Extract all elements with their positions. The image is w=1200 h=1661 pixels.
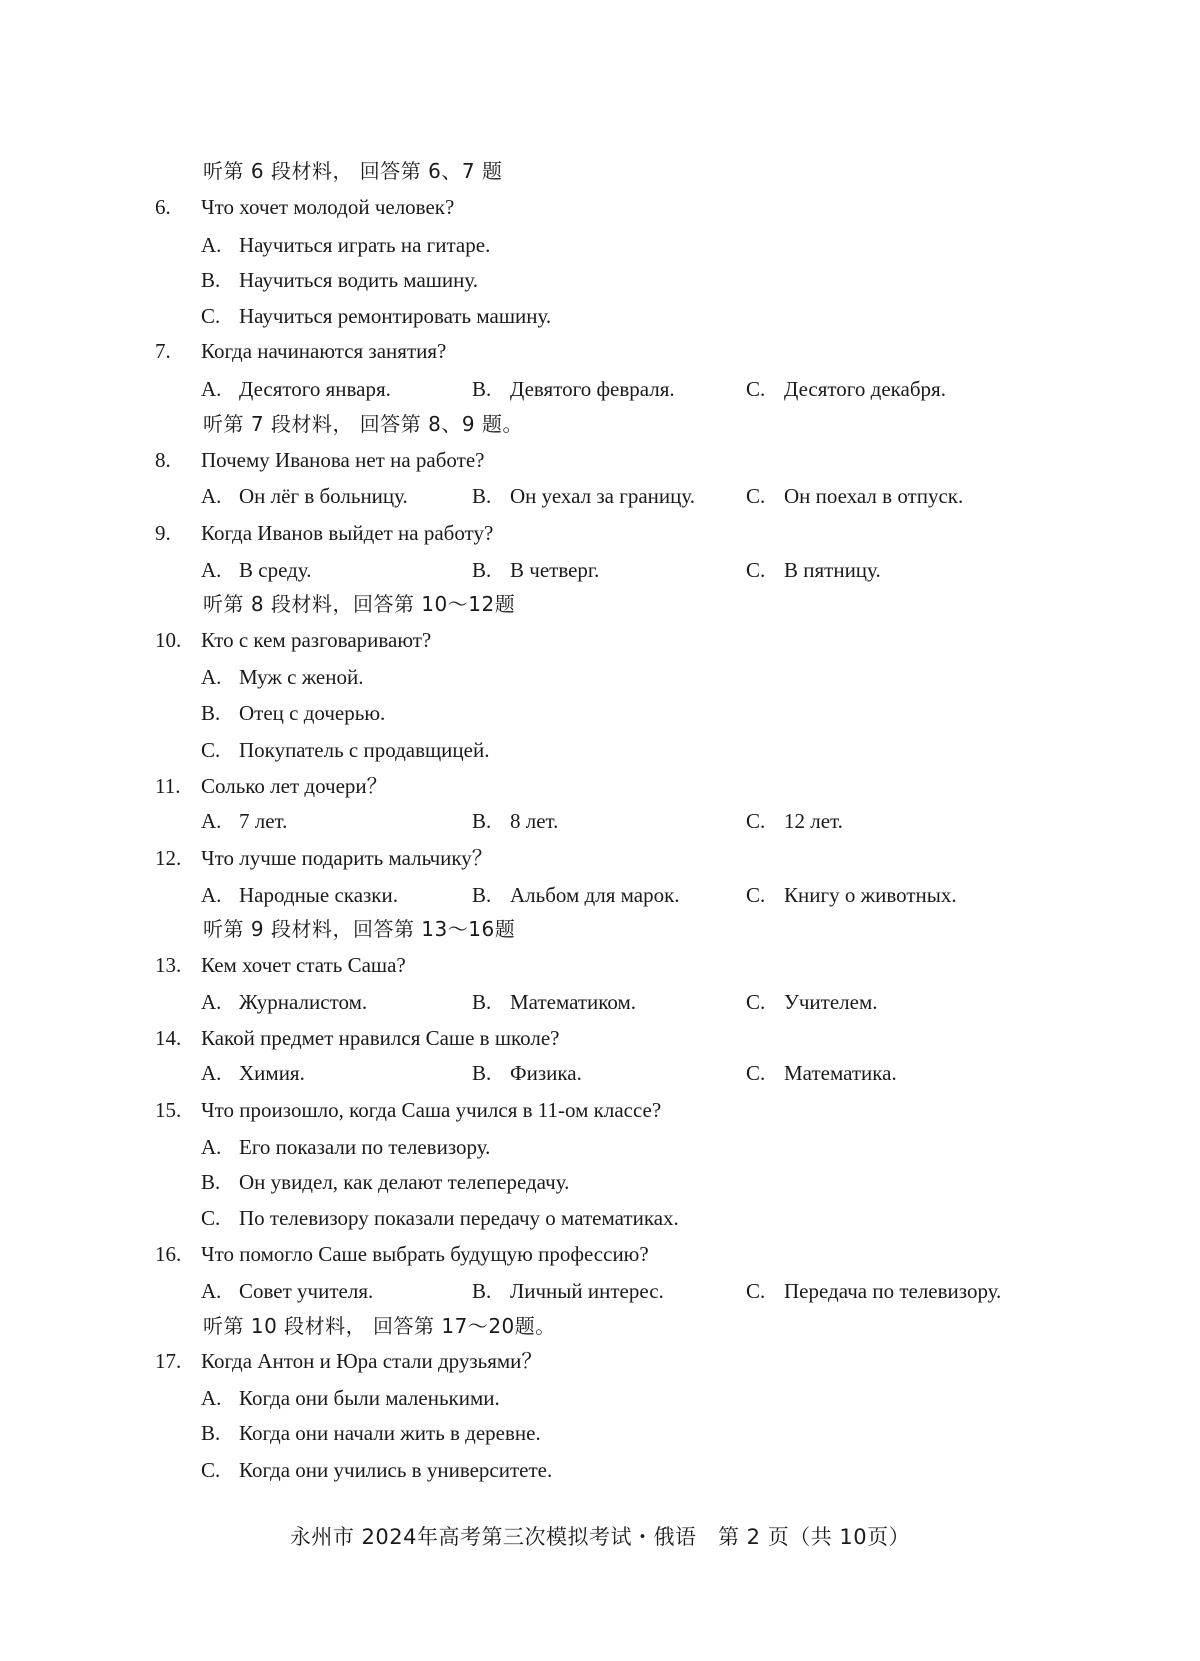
option-row <box>0 1203 1200 1233</box>
option-letter: A. <box>201 1386 222 1410</box>
question-number: 8. <box>155 448 171 472</box>
question-number: 12. <box>155 846 182 870</box>
option-text: Научиться играть на гитаре. <box>239 233 491 257</box>
option-row <box>0 1383 1200 1413</box>
question-text: Что помогло Саше выбрать будущую профессию? <box>201 1242 649 1266</box>
question-number: 7. <box>155 339 171 363</box>
option <box>201 735 489 765</box>
section-label: 听第 7 段材料， 回答第 8、9 题。 <box>203 412 523 436</box>
option-letter: A. <box>201 809 222 833</box>
option <box>201 987 367 1017</box>
option-text: Передача по телевизору. <box>784 1279 1002 1303</box>
option-letter: B. <box>472 377 492 401</box>
option-text: Он поехал в отпуск. <box>784 484 964 508</box>
option <box>472 987 636 1017</box>
question-row <box>0 1239 1200 1269</box>
question-row <box>0 445 1200 475</box>
question-number: 17. <box>155 1349 182 1373</box>
option-text: Когда они были маленькими. <box>239 1386 500 1410</box>
question-row <box>0 1346 1200 1376</box>
option-row <box>0 1455 1200 1485</box>
option-letter: A. <box>201 558 222 582</box>
option <box>201 1455 552 1485</box>
option <box>201 880 398 910</box>
option-text: Десятого января. <box>239 377 391 401</box>
option-letter: C. <box>746 1279 766 1303</box>
question-number: 14. <box>155 1026 182 1050</box>
option-letter: B. <box>201 1421 221 1445</box>
option-text: Народные сказки. <box>239 883 398 907</box>
section-header <box>0 1311 1200 1341</box>
option <box>201 1383 500 1413</box>
option-text: Он лёг в больницу. <box>239 484 408 508</box>
option-row <box>0 662 1200 692</box>
question-text: Когда Иванов выйдет на работу? <box>201 521 494 545</box>
option-letter: A. <box>201 1135 222 1159</box>
option-text: Математика. <box>784 1061 897 1085</box>
option-row <box>0 481 1200 511</box>
section-header <box>0 914 1200 944</box>
option-letter: A. <box>201 990 222 1014</box>
page-footer: 永州市 2024年高考第三次模拟考试・俄语 第 2 页（共 10页） <box>289 1525 911 1549</box>
option-letter: C. <box>201 738 221 762</box>
option-row <box>0 1132 1200 1162</box>
option-text: Он уехал за границу. <box>510 484 696 508</box>
question-number: 6. <box>155 195 171 219</box>
question-text: Что произошло, когда Саша учился в 11-ом классе? <box>201 1098 662 1122</box>
question-text: Кем хочет стать Саша? <box>201 953 406 977</box>
option-text: Девятого февраля. <box>510 377 675 401</box>
option <box>201 374 391 404</box>
option <box>746 555 881 585</box>
option-letter: A. <box>201 484 222 508</box>
section-header <box>0 409 1200 439</box>
option <box>746 987 878 1017</box>
option-text: Учителем. <box>784 990 878 1014</box>
question-number: 16. <box>155 1242 182 1266</box>
option <box>201 265 478 295</box>
section-label: 听第 9 段材料，回答第 13～16题 <box>203 917 516 941</box>
option-letter: B. <box>472 558 492 582</box>
option-letter: B. <box>472 484 492 508</box>
option <box>201 662 363 692</box>
question-row <box>0 625 1200 655</box>
option <box>472 374 675 404</box>
option <box>472 880 680 910</box>
option <box>472 555 599 585</box>
option-text: В пятницу. <box>784 558 881 582</box>
option <box>201 1276 373 1306</box>
option-text: Он увидел, как делают телепередачу. <box>239 1170 570 1194</box>
option <box>472 806 558 836</box>
option <box>201 806 287 836</box>
question-text: Солько лет дочери？ <box>201 774 388 798</box>
option-letter: C. <box>746 809 766 833</box>
option <box>201 1167 569 1197</box>
option-letter: A. <box>201 1061 222 1085</box>
option-letter: B. <box>472 990 492 1014</box>
option <box>746 374 946 404</box>
question-text: Что лучше подарить мальчику？ <box>201 846 493 870</box>
option-text: Физика. <box>510 1061 582 1085</box>
option <box>201 555 311 585</box>
option-text: В среду. <box>239 558 312 582</box>
option <box>472 481 695 511</box>
option-text: 7 лет. <box>239 809 288 833</box>
section-header <box>0 589 1200 619</box>
question-number: 13. <box>155 953 182 977</box>
option-text: Журналистом. <box>239 990 368 1014</box>
option-letter: C. <box>746 883 766 907</box>
option-letter: B. <box>201 268 221 292</box>
option-letter: A. <box>201 883 222 907</box>
option-text: 8 лет. <box>510 809 559 833</box>
option-letter: A. <box>201 233 222 257</box>
option-row <box>0 301 1200 331</box>
question-text: Какой предмет нравился Саше в школе? <box>201 1026 560 1050</box>
option-text: Научиться ремонтировать машину. <box>239 304 552 328</box>
option-text: Альбом для марок. <box>510 883 680 907</box>
question-text: Кто с кем разговаривают? <box>201 628 432 652</box>
option-row <box>0 230 1200 260</box>
option <box>201 698 385 728</box>
option <box>201 1132 490 1162</box>
option-row <box>0 698 1200 728</box>
question-row <box>0 771 1200 801</box>
question-text: Что хочет молодой человек? <box>201 195 455 219</box>
question-text: Когда начинаются занятия? <box>201 339 447 363</box>
option-text: Его показали по телевизору. <box>239 1135 491 1159</box>
option-row <box>0 806 1200 836</box>
option-row <box>0 1058 1200 1088</box>
option <box>201 481 408 511</box>
option-text: Муж с женой. <box>239 665 364 689</box>
option-letter: A. <box>201 377 222 401</box>
question-row <box>0 843 1200 873</box>
section-header <box>0 156 1200 186</box>
question-number: 10. <box>155 628 182 652</box>
option-letter: B. <box>472 1279 492 1303</box>
option-row <box>0 555 1200 585</box>
section-label: 听第 10 段材料， 回答第 17～20题。 <box>203 1314 556 1338</box>
option <box>746 481 963 511</box>
question-number: 9. <box>155 521 171 545</box>
option <box>472 1058 582 1088</box>
option-letter: C. <box>201 1206 221 1230</box>
option-letter: B. <box>201 701 221 725</box>
option-letter: C. <box>746 484 766 508</box>
option-text: Личный интерес. <box>510 1279 664 1303</box>
option-text: В четверг. <box>510 558 600 582</box>
option <box>746 1058 897 1088</box>
option-row <box>0 1167 1200 1197</box>
option-letter: B. <box>472 883 492 907</box>
option <box>201 301 551 331</box>
option <box>201 1203 679 1233</box>
option-letter: B. <box>472 809 492 833</box>
option-row <box>0 265 1200 295</box>
option-row <box>0 735 1200 765</box>
option <box>746 806 843 836</box>
option-text: Научиться водить машину. <box>239 268 479 292</box>
option <box>201 1058 305 1088</box>
option-letter: C. <box>746 1061 766 1085</box>
question-row <box>0 336 1200 366</box>
option <box>746 1276 1001 1306</box>
question-row <box>0 1023 1200 1053</box>
question-row <box>0 192 1200 222</box>
option-text: По телевизору показали передачу о математиках. <box>239 1206 679 1230</box>
option-letter: B. <box>201 1170 221 1194</box>
option-text: Химия. <box>239 1061 305 1085</box>
option-text: 12 лет. <box>784 809 843 833</box>
option-text: Отец с дочерью. <box>239 701 386 725</box>
option-letter: C. <box>201 304 221 328</box>
question-text: Когда Антон и Юра стали друзьями？ <box>201 1349 543 1373</box>
option-letter: C. <box>746 377 766 401</box>
option-row <box>0 1418 1200 1448</box>
option-text: Когда они начали жить в деревне. <box>239 1421 541 1445</box>
option-text: Покупатель с продавщицей. <box>239 738 490 762</box>
option-letter: C. <box>746 990 766 1014</box>
question-text: Почему Иванова нет на работе? <box>201 448 485 472</box>
section-label: 听第 8 段材料，回答第 10～12题 <box>203 592 516 616</box>
option-text: Математиком. <box>510 990 637 1014</box>
question-number: 15. <box>155 1098 182 1122</box>
question-number: 11. <box>155 774 181 798</box>
option-row <box>0 1276 1200 1306</box>
option <box>201 230 490 260</box>
option-text: Книгу о животных. <box>784 883 957 907</box>
option-letter: A. <box>201 1279 222 1303</box>
option-letter: C. <box>201 1458 221 1482</box>
option-text: Когда они учились в университете. <box>239 1458 553 1482</box>
option-letter: A. <box>201 665 222 689</box>
option <box>472 1276 664 1306</box>
option-row <box>0 880 1200 910</box>
option-text: Десятого декабря. <box>784 377 946 401</box>
question-row <box>0 1095 1200 1125</box>
section-label: 听第 6 段材料， 回答第 6、7 题 <box>203 159 503 183</box>
option <box>746 880 957 910</box>
option <box>201 1418 541 1448</box>
option-text: Совет учителя. <box>239 1279 374 1303</box>
option-row <box>0 374 1200 404</box>
option-row <box>0 987 1200 1017</box>
option-letter: C. <box>746 558 766 582</box>
question-row <box>0 950 1200 980</box>
option-letter: B. <box>472 1061 492 1085</box>
question-row <box>0 518 1200 548</box>
